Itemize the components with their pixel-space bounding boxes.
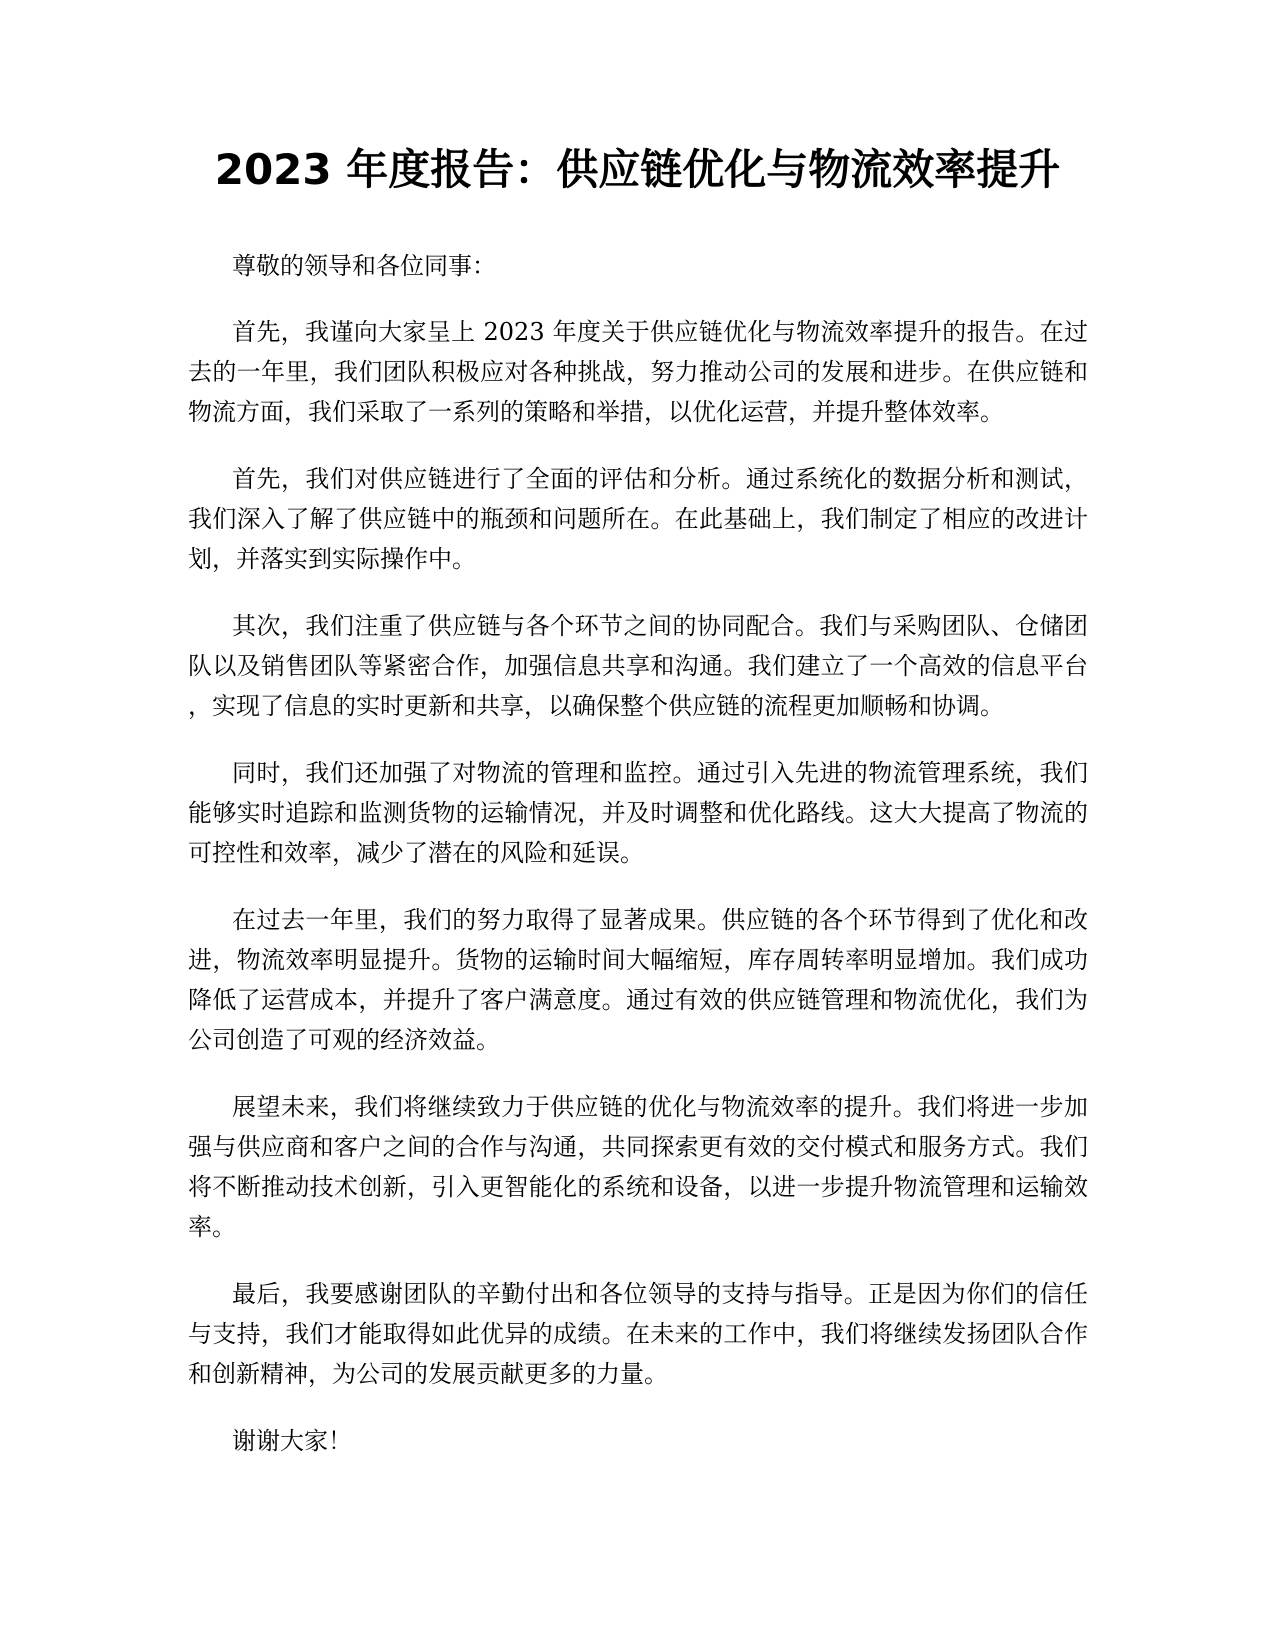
paragraph-results: 在过去一年里，我们的努力取得了显著成果。供应链的各个环节得到了优化和改进，物流效率明显提升。货物的运输时间大幅缩短，库存周转率明显增加。我们成功降低了运营成本，并提升了客户满意度。通过有效的供应链管理和物流优化，我们为公司创造了可观的经济效益。 [188,906,1088,1054]
paragraph-collaboration: 其次，我们注重了供应链与各个环节之间的协同配合。我们与采购团队、仓储团队以及销售团队等紧密合作，加强信息共享和沟通。我们建立了一个高效的信息平台，实现了信息的实时更新和共享，以确保整个供应链的流程更加顺畅和协调。 [188,612,1088,720]
paragraph-introduction: 首先，我谨向大家呈上 2023 年度关于供应链优化与物流效率提升的报告。在过去的一年里，我们团队积极应对各种挑战，努力推动公司的发展和进步。在供应链和物流方面，我们采取了一系列的策略和举措，以优化运营，并提升整体效率。 [188,318,1088,426]
document-title: 2023 年度报告：供应链优化与物流效率提升 [214,145,1061,194]
paragraph-outlook: 展望未来，我们将继续致力于供应链的优化与物流效率的提升。我们将进一步加强与供应商和客户之间的合作与沟通，共同探索更有效的交付模式和服务方式。我们将不断推动技术创新，引入更智能化的系统和设备，以进一步提升物流管理和运输效率。 [188,1093,1088,1241]
document-body [188,246,1088,1488]
paragraph-thanks: 最后，我要感谢团队的辛勤付出和各位领导的支持与指导。正是因为你们的信任与支持，我们才能取得如此优异的成绩。在未来的工作中，我们将继续发扬团队合作和创新精神，为公司的发展贡献更多的力量。 [188,1280,1088,1388]
paragraph-salutation: 尊敬的领导和各位同事： [232,252,496,280]
paragraph-assessment: 首先，我们对供应链进行了全面的评估和分析。通过系统化的数据分析和测试，我们深入了解了供应链中的瓶颈和问题所在。在此基础上，我们制定了相应的改进计划，并落实到实际操作中。 [188,465,1088,573]
paragraph-closing: 谢谢大家！ [232,1427,352,1455]
paragraph-logistics-monitoring: 同时，我们还加强了对物流的管理和监控。通过引入先进的物流管理系统，我们能够实时追踪和监测货物的运输情况，并及时调整和优化路线。这大大提高了物流的可控性和效率，减少了潜在的风险和延误。 [188,759,1088,867]
